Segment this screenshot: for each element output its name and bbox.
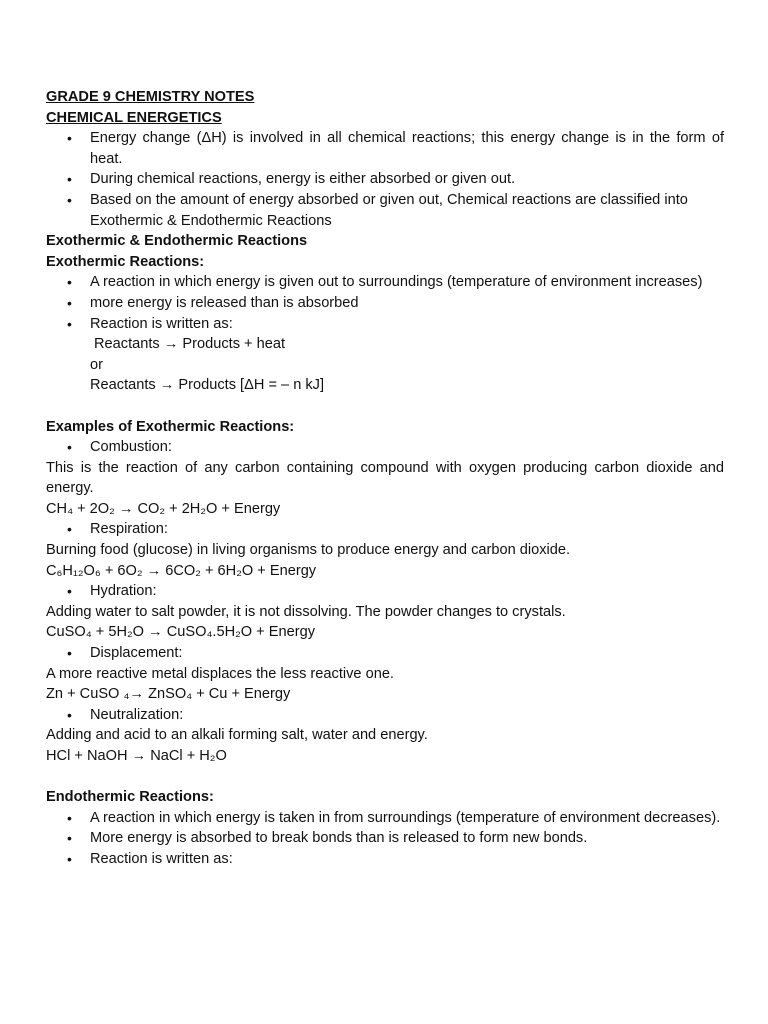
exothermic-heading: Exothermic Reactions: (46, 253, 205, 270)
section-heading: Exothermic & Endothermic Reactions (46, 233, 308, 250)
endothermic-bullet-list (46, 808, 724, 870)
combustion-description: This is the reaction of any carbon containing compound with oxygen producing carbon dioxide and energy. (46, 459, 724, 497)
list-item: • Energy change (ΔH) is involved in all chemical reactions; this energy change is in the form of heat. (46, 128, 724, 169)
exothermic-bullet-list (46, 272, 724, 334)
hydration-equation: CuSO₄ + 5H₂O → CuSO₄.5H₂O + Energy (46, 624, 316, 641)
hydration-description: Adding water to salt powder, it is not dissolving. The powder changes to crystals. (46, 603, 566, 620)
document-subtitle: CHEMICAL ENERGETICS (46, 109, 222, 126)
combustion-equation: CH₄ + 2O₂ → CO₂ + 2H₂O + Energy (46, 500, 281, 517)
notes-content (46, 87, 724, 870)
list-item: • During chemical reactions, energy is either absorbed or given out. (46, 169, 724, 190)
list-item: • Reaction is written as: (46, 314, 724, 335)
list-item: • more energy is released than is absorbed (46, 293, 724, 314)
examples-heading: Examples of Exothermic Reactions: (46, 418, 295, 435)
respiration-label-list (46, 519, 724, 540)
example-label-respiration: • Respiration: (46, 519, 724, 540)
displacement-description: A more reactive metal displaces the less reactive one. (46, 665, 394, 682)
list-item: • Reaction is written as: (46, 849, 724, 870)
written-as-enthalpy: Reactants → Products [ΔH = – n kJ] (90, 377, 325, 394)
written-or: or (90, 356, 103, 373)
displacement-label-list (46, 643, 724, 664)
displacement-equation: Zn + CuSO ₄→ ZnSO₄ + Cu + Energy (46, 686, 291, 703)
example-label-neutralization: • Neutralization: (46, 705, 724, 726)
list-item: • Based on the amount of energy absorbed or given out, Chemical reactions are classified into Exothermic & Endothermic Reactions (46, 190, 724, 231)
example-label-displacement: • Displacement: (46, 643, 724, 664)
written-as-heat: Reactants → Products + heat (94, 336, 286, 353)
document-title: GRADE 9 CHEMISTRY NOTES (46, 89, 255, 105)
combustion-label-list (46, 437, 724, 458)
endothermic-heading: Endothermic Reactions: (46, 789, 214, 806)
neutralization-label-list (46, 705, 724, 726)
example-label-hydration: • Hydration: (46, 581, 724, 602)
neutralization-description: Adding and acid to an alkali forming salt, water and energy. (46, 727, 428, 744)
hydration-label-list (46, 581, 724, 602)
list-item: • More energy is absorbed to break bonds than is released to form new bonds. (46, 828, 724, 849)
example-label-combustion: • Combustion: (46, 437, 724, 458)
neutralization-equation: HCl + NaOH → NaCl + H₂O (46, 748, 227, 764)
respiration-description: Burning food (glucose) in living organisms to produce energy and carbon dioxide. (46, 542, 571, 559)
list-item: • A reaction in which energy is taken in from surroundings (temperature of environment decreases). (46, 808, 724, 829)
intro-bullet-list (46, 128, 724, 231)
spacer (46, 767, 724, 788)
spacer (46, 396, 724, 417)
respiration-equation: C₆H₁₂O₆ + 6O₂ → 6CO₂ + 6H₂O + Energy (46, 562, 317, 579)
list-item: • A reaction in which energy is given out to surroundings (temperature of environment increases) (46, 272, 724, 293)
